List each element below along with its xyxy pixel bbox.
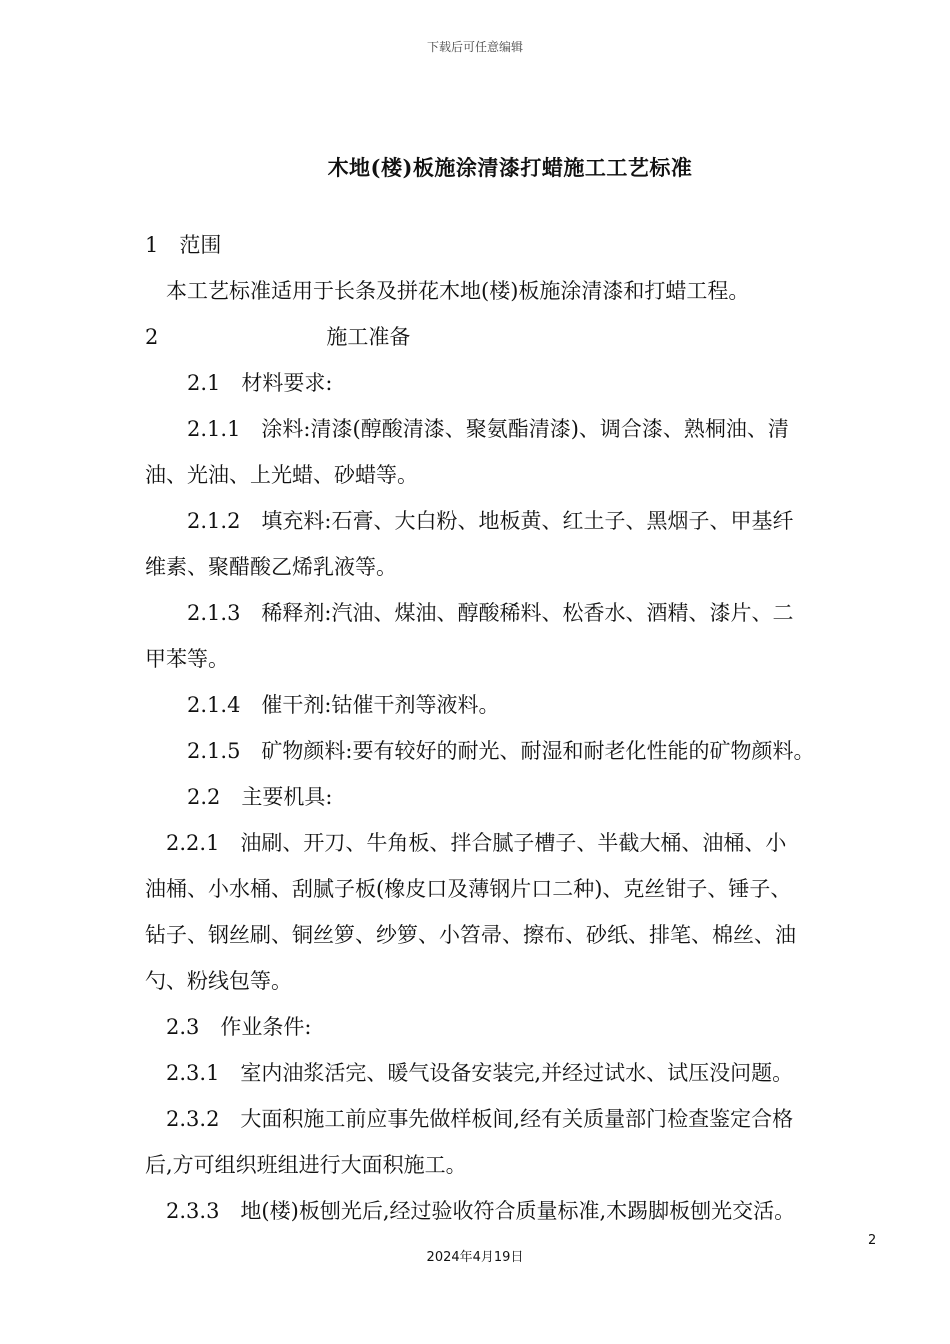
body-line: 2.3.1 室内油浆活完、暖气设备安装完,并经过试水、试压没问题。 (145, 1061, 794, 1085)
body-line: 钻子、钢丝刷、铜丝箩、纱箩、小笤帚、擦布、砂纸、排笔、棉丝、油 (145, 923, 796, 947)
body-line: 甲苯等。 (145, 647, 229, 671)
body-line: 油桶、小水桶、刮腻子板(橡皮口及薄钢片口二种)、克丝钳子、锤子、 (145, 877, 792, 901)
page-header: 下载后可任意编辑 (426, 40, 523, 54)
body-line: 2.1.5 矿物颜料:要有较好的耐光、耐湿和耐老化性能的矿物颜料。 (145, 739, 815, 763)
document-body (145, 222, 885, 1234)
body-line: 1 范围 (145, 233, 222, 257)
body-line: 2.3 作业条件: (145, 1015, 312, 1039)
body-line: 2.1 材料要求: (145, 371, 333, 395)
body-line: 维素、聚醋酸乙烯乳液等。 (145, 555, 397, 579)
footer-date: 2024年4月19日 (426, 1250, 524, 1265)
body-line: 2 施工准备 (145, 325, 411, 349)
body-line: 2.2.1 油刷、开刀、牛角板、拌合腻子槽子、半截大桶、油桶、小 (145, 831, 787, 855)
body-line: 油、光油、上光蜡、砂蜡等。 (145, 463, 418, 487)
body-line: 2.1.4 催干剂:钴催干剂等液料。 (145, 693, 500, 717)
body-line: 本工艺标准适用于长条及拼花木地(楼)板施涂清漆和打蜡工程。 (145, 279, 750, 303)
body-line: 2.3.3 地(楼)板刨光后,经过验收符合质量标准,木踢脚板刨光交活。 (145, 1199, 796, 1223)
page-number: 2 (868, 1233, 877, 1248)
body-line: 2.1.2 填充料:石膏、大白粉、地板黄、红土子、黑烟子、甲基纤 (145, 509, 794, 533)
body-line: 2.1.3 稀释剂:汽油、煤油、醇酸稀料、松香水、酒精、漆片、二 (145, 601, 794, 625)
body-line: 2.2 主要机具: (145, 785, 333, 809)
body-line: 勺、粉线包等。 (145, 969, 292, 993)
body-line: 后,方可组织班组进行大面积施工。 (145, 1153, 467, 1177)
body-line: 2.3.2 大面积施工前应事先做样板间,经有关质量部门检查鉴定合格 (145, 1107, 794, 1131)
document-title: 木地(楼)板施涂清漆打蜡施工工艺标准 (327, 155, 693, 180)
body-line: 2.1.1 涂料:清漆(醇酸清漆、聚氨酯清漆)、调合漆、熟桐油、清 (145, 417, 789, 441)
